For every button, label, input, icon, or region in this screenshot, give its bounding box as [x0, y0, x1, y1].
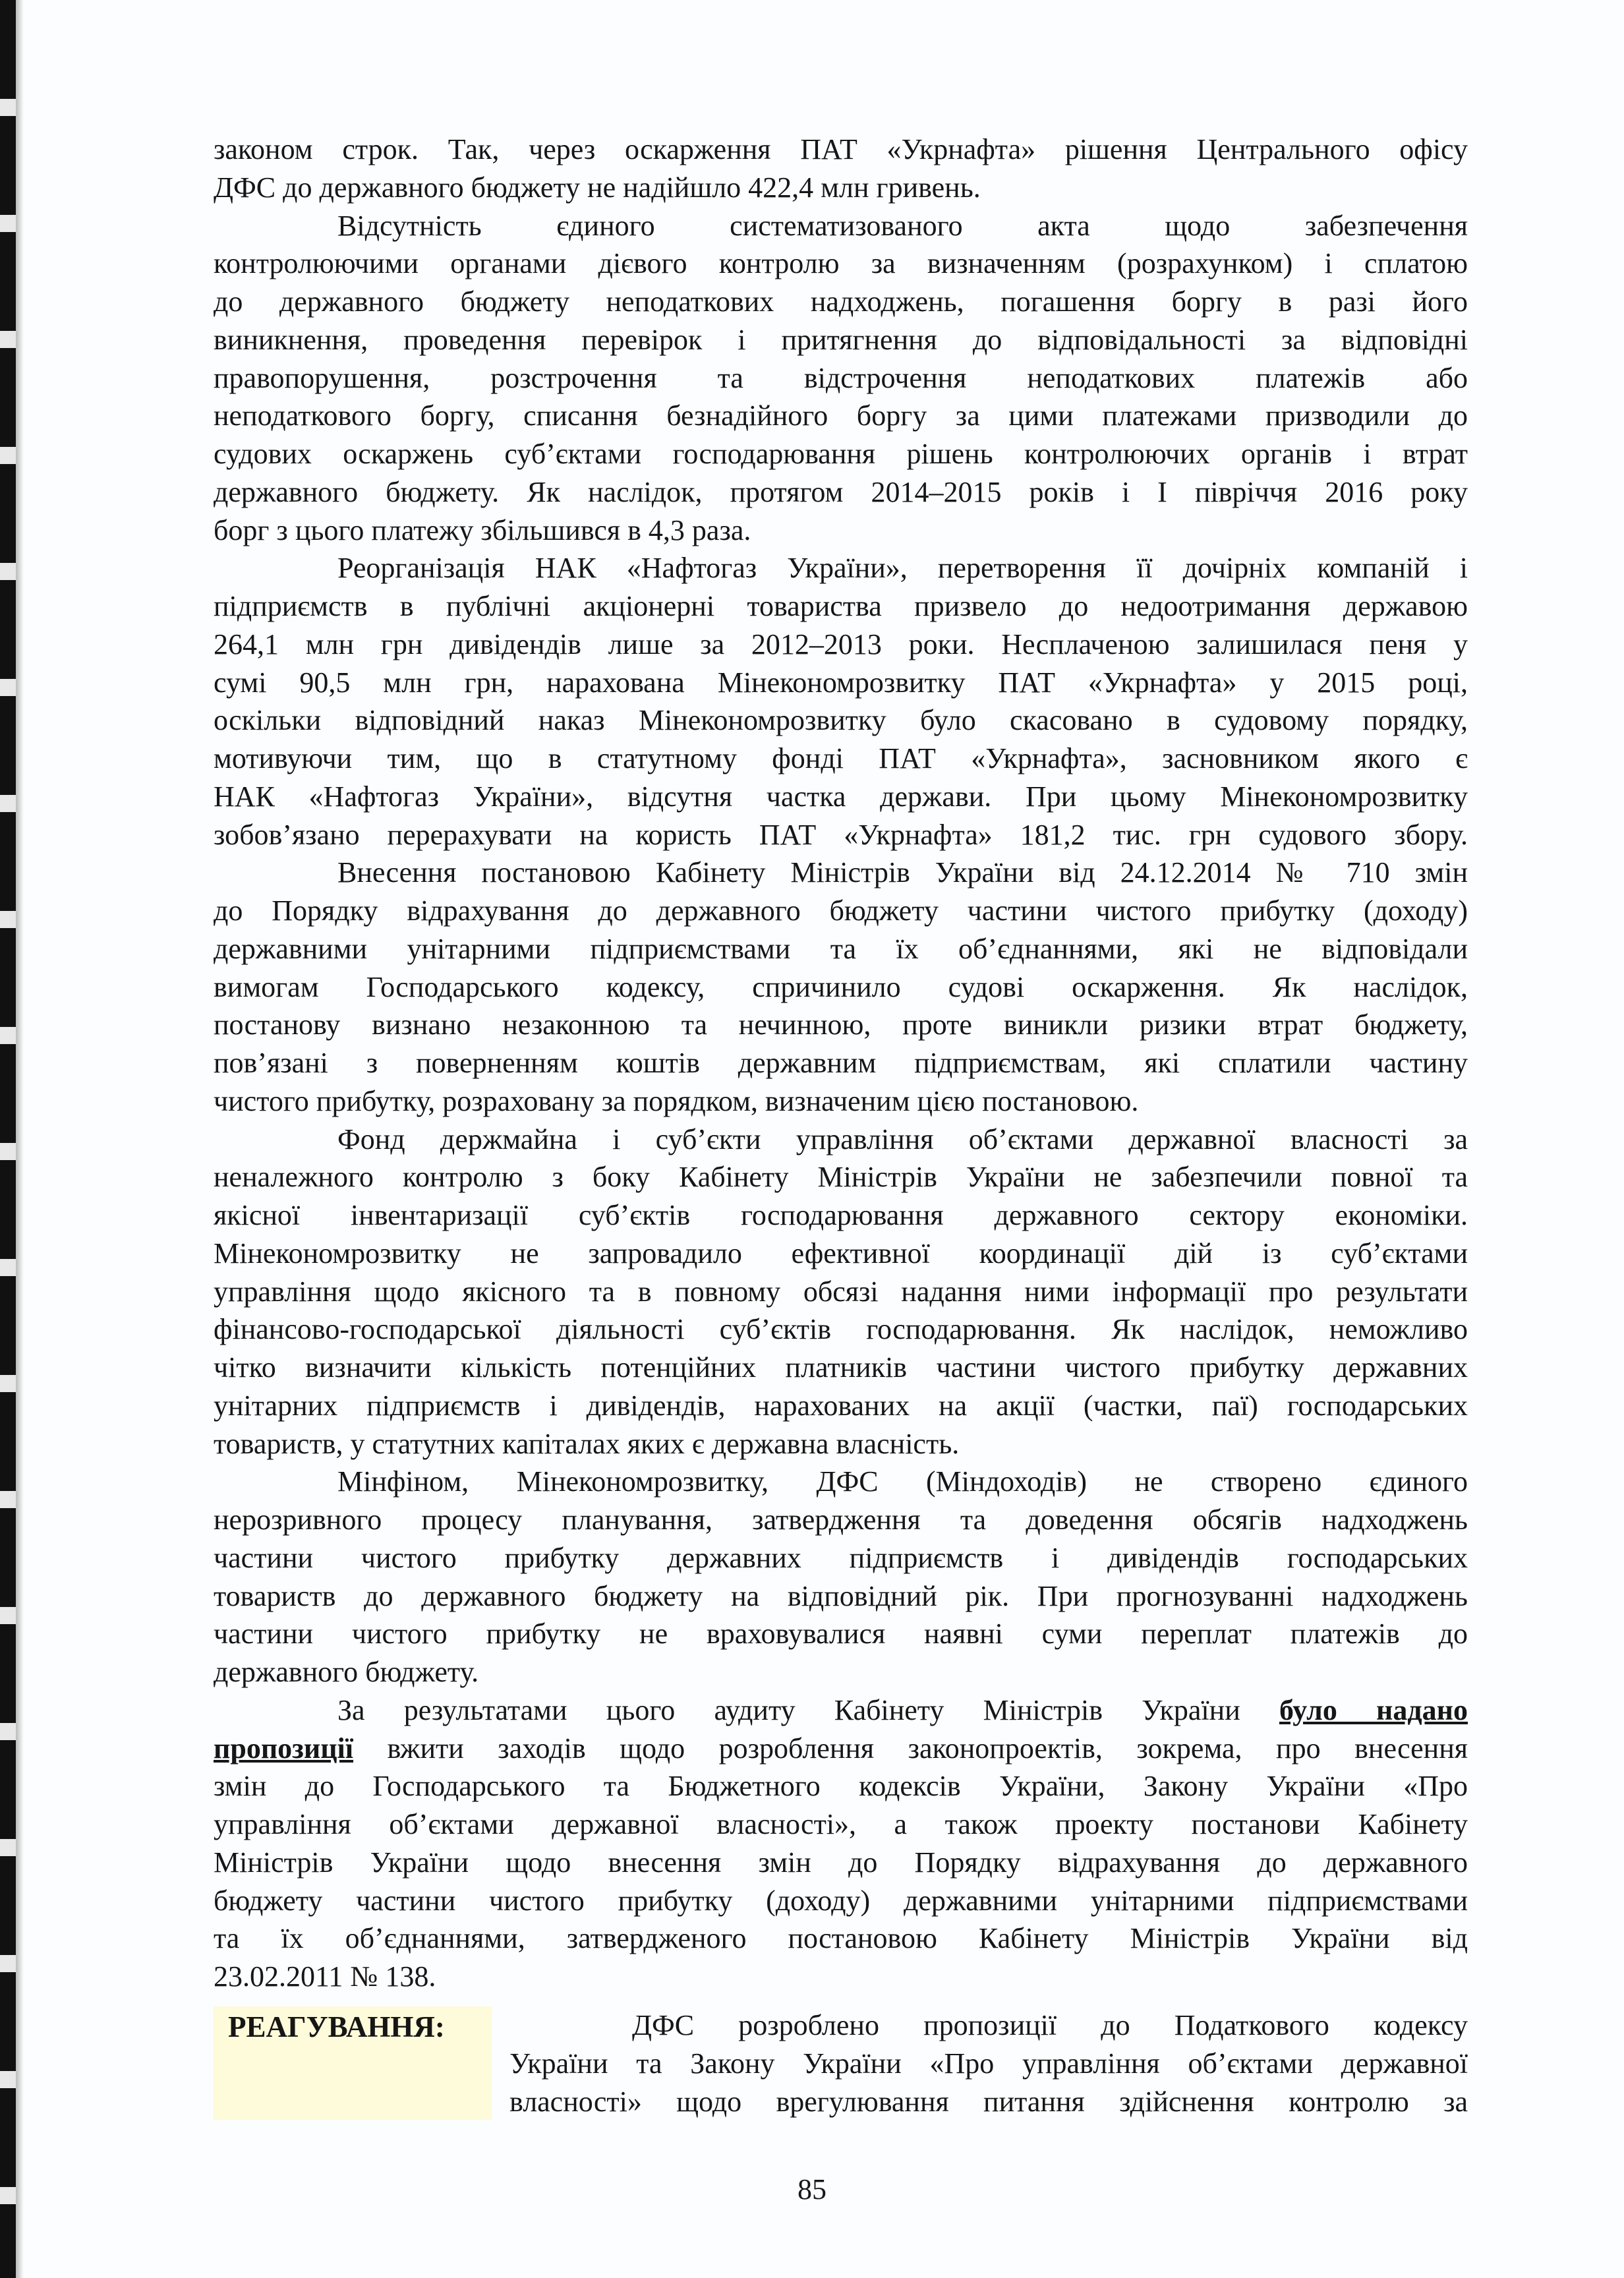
text-line [214, 1501, 1468, 1539]
text-line [214, 1158, 1468, 1196]
line-text: пов’язані з поверненням коштів державним підприємствам, які сплатили частину [214, 1047, 1468, 1079]
text-line [214, 778, 1468, 816]
text-line [337, 1121, 1468, 1159]
line-text: неналежного контролю з боку Кабінету Міністрів України не забезпечили повної та [214, 1161, 1468, 1194]
line-text: постанову визнано незаконною та нечинною, проте виникли ризики втрат бюджету, [214, 1008, 1468, 1041]
text-line [214, 1006, 1468, 1044]
text-line [214, 1919, 1468, 1958]
line-text: змін до Господарського та Бюджетного кодексів України, Закону України «Про [214, 1770, 1468, 1803]
reaction-line: України та Закону України «Про управління об’єктами державної [509, 2047, 1468, 2080]
line-text: якісної інвентаризації суб’єктів господарювання державного сектору економіки. [214, 1199, 1468, 1231]
line-text: судових оскаржень суб’єктами господарювання рішень контролюючих органів і втрат [214, 438, 1468, 470]
line-text: Фонд держмайна і суб’єкти управління об’єктами державної власності за [337, 1123, 1468, 1155]
emphasis-text: пропозиції [214, 1732, 354, 1765]
text-line [214, 1235, 1468, 1273]
line-text: частини чистого прибутку не враховувалися наявні суми переплат платежів до [214, 1618, 1468, 1650]
text-line [214, 1958, 1468, 1996]
line-text: державного бюджету. Як наслідок, протягом 2014–2015 років і І півріччя 2016 року [214, 475, 1468, 508]
text-line [214, 968, 1468, 1007]
line-text: до державного бюджету неподаткових надходжень, погашення боргу в разі його [214, 285, 1468, 318]
line-text: нерозривного процесу планування, затвердження та доведення обсягів надходжень [214, 1504, 1468, 1536]
line-text: Реорганізація НАК «Нафтогаз України», перетворення її дочірніх компаній і [337, 552, 1468, 585]
text-line [214, 1730, 1468, 1768]
line-text: чітко визначити кількість потенційних платників частини чистого прибутку державних [214, 1351, 1468, 1384]
text-line [214, 1425, 1468, 1463]
reaction-line: власності» щодо врегулювання питання здійснення контролю за [509, 2086, 1468, 2118]
line-text: Міністрів України щодо внесення змін до Порядку відрахування до державного [214, 1846, 1468, 1879]
line-text: вимогам Господарського кодексу, спричинило судові оскарження. Як наслідок, [214, 970, 1468, 1003]
line-text: державними унітарними підприємствами та їх об’єднаннями, які не відповідали [214, 932, 1468, 965]
line-text: Відсутність єдиного систематизованого акта щодо забезпечення [337, 209, 1468, 242]
text-line [214, 740, 1468, 778]
text-line [214, 169, 1468, 207]
text-line [214, 321, 1468, 359]
text-line [214, 1882, 1468, 1920]
text-line [214, 435, 1468, 473]
line-text: унітарних підприємств і дивідендів, нарахованих на акції (частки, паї) господарських [214, 1389, 1468, 1422]
line-text: до Порядку відрахування до державного бюджету частини чистого прибутку (доходу) [214, 894, 1468, 927]
text-line [214, 1653, 1468, 1691]
line-text: Мінекономрозвитку не запровадило ефективної координації дій із суб’єктами [214, 1237, 1468, 1270]
text-line [214, 816, 1468, 854]
reaction-line: ДФС розроблено пропозиції до Податкового кодексу [632, 2009, 1468, 2041]
line-text: 264,1 млн грн дивідендів лише за 2012–2013 роки. Несплаченою залишилася пеня у [214, 628, 1468, 660]
line-text: ДФС до державного бюджету не надійшло 422,4 млн гривень. [214, 171, 981, 204]
page-number: 85 [798, 2173, 826, 2205]
line-text: вжити заходів щодо розроблення законопроектів, зокрема, про внесення [353, 1732, 1468, 1765]
line-text: Внесення постановою Кабінету Міністрів України від 24.12.2014 № 710 змін [337, 856, 1468, 889]
text-line [214, 626, 1468, 664]
line-text: чистого прибутку, розраховану за порядком, визначеним цією постановою. [214, 1084, 1139, 1117]
line-text: товариств до державного бюджету на відповідний рік. При прогнозуванні надходжень [214, 1579, 1468, 1612]
text-line [214, 1310, 1468, 1349]
text-line [214, 1615, 1468, 1653]
line-text: оскільки відповідний наказ Мінекономрозвитку було скасовано в судовому порядку, [214, 704, 1468, 737]
line-text: Мінфіном, Мінекономрозвитку, ДФС (Міндоходів) не створено єдиного [337, 1465, 1468, 1498]
text-line [214, 359, 1468, 397]
line-text: бюджету частини чистого прибутку (доходу) державними унітарними підприємствами [214, 1884, 1468, 1917]
line-text: управління об’єктами державної власності», а також проекту постанови Кабінету [214, 1808, 1468, 1840]
line-text: виникнення, проведення перевірок і притягнення до відповідальності за відповідні [214, 323, 1468, 356]
binding-shadow [16, 0, 24, 2278]
emphasis-text: було надано [1279, 1693, 1468, 1726]
text-line [337, 1463, 1468, 1501]
line-text: фінансово-господарської діяльності суб’єктів господарювання. Як наслідок, неможливо [214, 1313, 1468, 1346]
text-line [214, 1349, 1468, 1387]
line-text: контролюючими органами дієвого контролю за визначенням (розрахунком) і сплатою [214, 247, 1468, 280]
text-line [214, 1767, 1468, 1805]
line-text: частини чистого прибутку державних підприємств і дивідендів господарських [214, 1541, 1468, 1574]
text-line [214, 1044, 1468, 1082]
line-text: управління щодо якісного та в повному обсязі надання ними інформації про результати [214, 1275, 1468, 1308]
line-text: неподаткового боргу, списання безнадійного боргу за цими платежами призводили до [214, 399, 1468, 432]
line-text: НАК «Нафтогаз України», відсутня частка держави. При цьому Мінекономрозвитку [214, 780, 1468, 813]
line-text: За результатами цього аудиту Кабінету Міністрів України [337, 1693, 1279, 1726]
text-line [214, 587, 1468, 626]
text-line [214, 131, 1468, 169]
line-text: борг з цього платежу збільшився в 4,3 раза. [214, 513, 751, 546]
line-text: сумі 90,5 млн грн, нарахована Мінекономрозвитку ПАТ «Укрнафта» у 2015 році, [214, 666, 1468, 699]
line-text: 23.02.2011 № 138. [214, 1960, 436, 1993]
text-line [214, 245, 1468, 283]
text-line [337, 207, 1468, 245]
text-line [337, 1691, 1468, 1730]
text-line [214, 892, 1468, 930]
text-line [214, 473, 1468, 511]
text-line [214, 701, 1468, 740]
line-text: правопорушення, розстрочення та відстрочення неподаткових платежів або [214, 361, 1468, 394]
text-line [214, 664, 1468, 702]
text-line [214, 1196, 1468, 1235]
text-line [214, 1539, 1468, 1577]
line-text: державного бюджету. [214, 1656, 479, 1688]
text-line [214, 511, 1468, 550]
text-line [214, 1577, 1468, 1616]
text-line [214, 283, 1468, 321]
text-line [214, 1273, 1468, 1311]
line-text: мотивуючи тим, що в статутному фонді ПАТ «Укрнафта», засновником якого є [214, 742, 1468, 774]
reaction-label: РЕАГУВАННЯ: [228, 2010, 445, 2043]
text-line [214, 1082, 1468, 1121]
text-line [337, 549, 1468, 587]
text-line [214, 397, 1468, 435]
line-text: товариств, у статутних капіталах яких є державна власність. [214, 1427, 960, 1460]
line-text: законом строк. Так, через оскарження ПАТ «Укрнафта» рішення Центрального офісу [214, 133, 1468, 165]
text-line [214, 1844, 1468, 1882]
line-text: підприємств в публічні акціонерні товариства призвело до недоотримання державою [214, 590, 1468, 622]
line-text: та їх об’єднаннями, затвердженого постановою Кабінету Міністрів України від [214, 1922, 1468, 1955]
text-line [337, 854, 1468, 892]
binding-edge [0, 0, 16, 2278]
line-text: зобов’язано перерахувати на користь ПАТ «Укрнафта» 181,2 тис. грн судового збору. [214, 818, 1468, 851]
text-line [214, 930, 1468, 968]
text-line [214, 1387, 1468, 1425]
text-line [214, 1805, 1468, 1844]
